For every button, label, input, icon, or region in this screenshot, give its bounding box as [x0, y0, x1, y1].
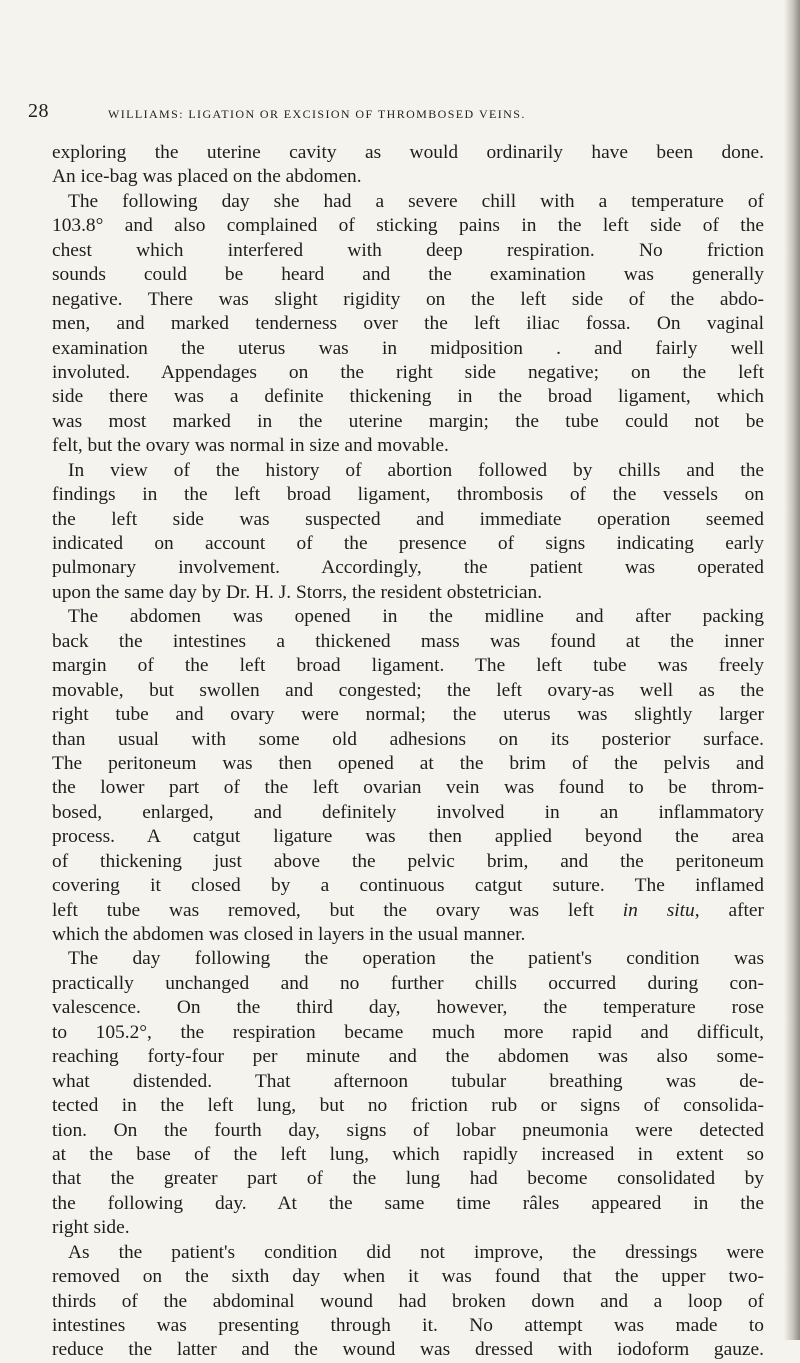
text-line: tion. On the fourth day, signs of lobar pneumonia were detected: [52, 1119, 764, 1141]
text-line: the following day. At the same time râles appeared in the: [52, 1192, 764, 1214]
text-line: The day following the operation the patient's condition was: [68, 948, 764, 970]
text-line: intestines was presenting through it. No attempt was made to: [52, 1315, 764, 1336]
text-line: left tube was removed, but the ovary was left in situ, after: [52, 899, 764, 921]
text-line: As the patient's condition did not improve, the dressings were: [68, 1241, 764, 1263]
text-line: The peritoneum was then opened at the brim of the pelvis and: [52, 752, 764, 774]
text-line: An ice-bag was placed on the abdomen.: [52, 166, 362, 188]
text-line: sounds could be heard and the examination was generally: [52, 264, 764, 286]
text-line: that the greater part of the lung had become consolidated by: [52, 1168, 764, 1190]
text-line: valescence. On the third day, however, the temperature rose: [52, 997, 764, 1019]
text-line: The abdomen was opened in the midline and after packing: [68, 606, 764, 628]
text-line: felt, but the ovary was normal in size and movable.: [52, 435, 449, 457]
text-line: side there was a definite thickening in the broad ligament, which: [52, 386, 764, 408]
text-line: was most marked in the uterine margin; the tube could not be: [52, 410, 764, 432]
text-line: the left side was suspected and immediate operation seemed: [52, 508, 764, 530]
text-line: practically unchanged and no further chills occurred during con-: [52, 972, 764, 994]
text-line: involuted. Appendages on the right side negative; on the left: [52, 361, 764, 383]
body-text: [52, 141, 764, 1363]
text-line: In view of the history of abortion followed by chills and the: [68, 459, 764, 481]
text-line: negative. There was slight rigidity on the left side of the abdo-: [52, 288, 764, 310]
text-line: of thickening just above the pelvic brim, and the peritoneum: [52, 850, 764, 872]
text-line: what distended. That afternoon tubular breathing was de-: [52, 1070, 764, 1092]
text-line: process. A catgut ligature was then applied beyond the area: [52, 826, 764, 848]
text-line: The following day she had a severe chill with a temperature of: [68, 190, 764, 212]
text-line: 103.8° and also complained of sticking pains in the left side of the: [52, 215, 764, 237]
text-line: bosed, enlarged, and definitely involved in an inflammatory: [52, 801, 764, 823]
text-line: examination the uterus was in midposition . and fairly well: [52, 337, 764, 359]
text-line: back the intestines a thickened mass was found at the inner: [52, 630, 764, 652]
text-line: tected in the left lung, but no friction rub or signs of consolida-: [52, 1095, 764, 1117]
text-line: to 105.2°, the respiration became much more rapid and difficult,: [52, 1021, 764, 1043]
text-line: chest which interfered with deep respiration. No friction: [52, 239, 764, 261]
text-line: indicated on account of the presence of signs indicating early: [52, 533, 764, 554]
text-line: than usual with some old adhesions on its posterior surface.: [52, 728, 764, 750]
text-line: reduce the latter and the wound was dressed with iodoform gauze.: [52, 1339, 764, 1361]
page-number: 28: [28, 100, 49, 122]
text-line: thirds of the abdominal wound had broken down and a loop of: [52, 1290, 764, 1312]
text-line: exploring the uterine cavity as would ordinarily have been done.: [52, 142, 764, 163]
text-line: men, and marked tenderness over the left iliac fossa. On vaginal: [52, 313, 764, 335]
text-line: movable, but swollen and congested; the left ovary-as well as the: [52, 679, 764, 701]
text-line: removed on the sixth day when it was found that the upper two-: [52, 1266, 764, 1288]
text-line: upon the same day by Dr. H. J. Storrs, the resident obstetrician.: [52, 581, 543, 603]
text-line: at the base of the left lung, which rapidly increased in extent so: [52, 1143, 764, 1165]
text-line: pulmonary involvement. Accordingly, the patient was operated: [52, 557, 764, 579]
text-line: margin of the left broad ligament. The left tube was freely: [52, 655, 764, 677]
running-title: williams: ligation or excision of thrombosed veins.: [108, 103, 526, 122]
text-line: findings in the left broad ligament, thrombosis of the vessels on: [52, 484, 764, 506]
text-line: covering it closed by a continuous catgut suture. The inflamed: [52, 875, 764, 897]
text-line: which the abdomen was closed in layers in the usual manner.: [52, 924, 526, 945]
italic-phrase: in situ: [622, 899, 695, 921]
text-line: the lower part of the left ovarian vein was found to be throm-: [52, 777, 764, 799]
text-line: right tube and ovary were normal; the uterus was slightly larger: [52, 704, 764, 726]
running-header: [28, 100, 768, 126]
page-edge-shadow: [784, 0, 800, 1340]
text-line: reaching forty-four per minute and the abdomen was also some-: [52, 1046, 764, 1068]
text-line: right side.: [52, 1217, 130, 1239]
